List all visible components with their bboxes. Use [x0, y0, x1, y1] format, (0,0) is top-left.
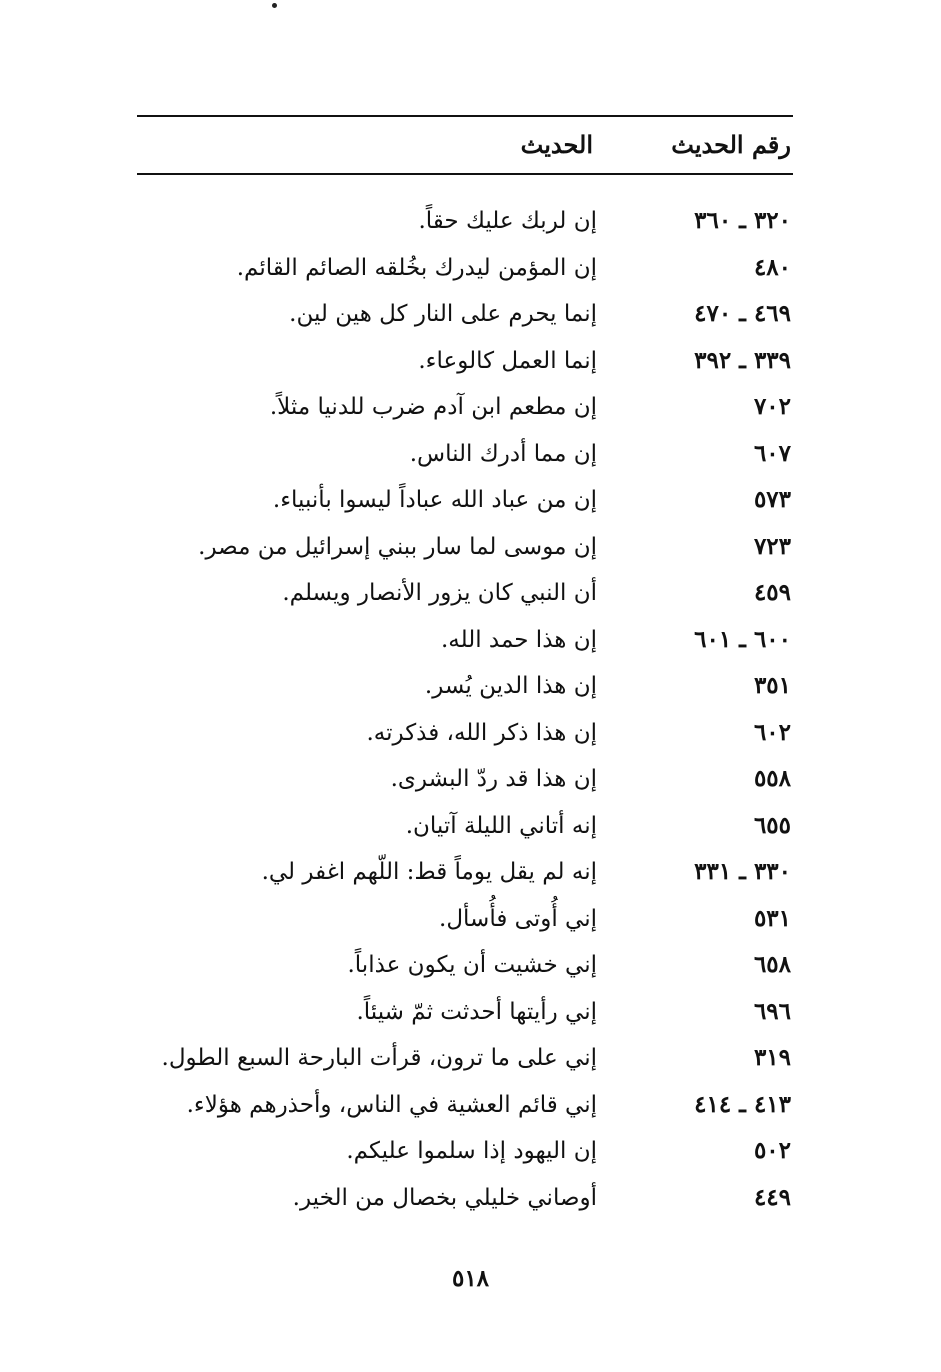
hadith-number: ٤٥٩	[753, 579, 791, 606]
hadith-text: إن هذا الدين يُسر.	[424, 673, 597, 699]
table-row	[137, 570, 793, 617]
hadith-text: إن هذا حمد الله.	[440, 626, 597, 653]
table-row	[137, 1082, 793, 1129]
table-row	[137, 803, 793, 850]
hadith-number: ٣٢٠ ـ ٣٦٠	[694, 207, 791, 234]
hadith-text: إني على ما ترون، قرأت البارحة السبع الطول.	[161, 1045, 597, 1071]
table-header	[137, 125, 793, 165]
table-row	[137, 1175, 793, 1222]
hadith-text: إني رأيتها أحدثت ثمّ شيئاً.	[356, 998, 597, 1025]
hadith-text: إن المؤمن ليدرك بخُلقه الصائم القائم.	[236, 254, 597, 281]
hadith-number: ٣٣٩ ـ ٣٩٢	[694, 346, 791, 374]
hadith-text: إن هذا ذكر الله، فذكرته.	[366, 719, 597, 746]
hadith-text: أوصاني خليلي بخصال من الخير.	[292, 1184, 597, 1211]
hadith-text: إن لربك عليك حقاً.	[418, 208, 597, 234]
hadith-number: ٥٠٢	[753, 1137, 791, 1164]
table-row	[137, 477, 793, 524]
hadith-number: ٦٠٧	[753, 439, 791, 467]
table-row	[137, 663, 793, 710]
table-row	[137, 1128, 793, 1175]
header-hadith-label: الحديث	[520, 130, 593, 159]
table-row	[137, 896, 793, 943]
table-row	[137, 291, 793, 338]
hadith-text: إن من عباد الله عباداً ليسوا بأنبياء.	[272, 487, 597, 513]
hadith-text: إن مما أدرك الناس.	[409, 440, 597, 467]
table-row	[137, 756, 793, 803]
table-row	[137, 245, 793, 292]
table-row	[137, 198, 793, 245]
table-row	[137, 384, 793, 431]
hadith-number: ٣٣٠ ـ ٣٣١	[694, 858, 791, 885]
hadith-number: ٧٢٣	[753, 532, 791, 560]
top-rule	[137, 115, 793, 117]
hadith-number: ٥٥٨	[753, 765, 791, 792]
hadith-text: إني أُوتى فأُسأل.	[439, 905, 597, 932]
hadith-number: ٦٠٢	[753, 718, 791, 746]
hadith-number: ٥٧٣	[753, 486, 791, 513]
hadith-index-list	[137, 198, 793, 1221]
hadith-text: إن مطعم ابن آدم ضرب للدنيا مثلاً.	[269, 394, 597, 420]
table-row	[137, 524, 793, 571]
hadith-number: ٥٣١	[753, 904, 791, 932]
hadith-text: إنه أتاني الليلة آتيان.	[405, 812, 597, 839]
hadith-number: ٤٦٩ ـ ٤٧٠	[694, 300, 791, 327]
hadith-text: إني خشيت أن يكون عذاباً.	[347, 952, 597, 978]
hadith-number: ٤٤٩	[753, 1183, 791, 1211]
hadith-number: ٦٥٨	[753, 951, 791, 978]
hadith-text: إن موسى لما سار ببني إسرائيل من مصر.	[198, 533, 597, 560]
hadith-number: ٣١٩	[753, 1044, 791, 1071]
hadith-text: إنه لم يقل يوماً قط: اللّهم اغفر لي.	[261, 859, 597, 885]
hadith-text: إني قائم العشية في الناس، وأحذرهم هؤلاء.	[186, 1091, 597, 1118]
hadith-text: إن اليهود إذا سلموا عليكم.	[346, 1138, 597, 1164]
hadith-number: ٦٠٠ ـ ٦٠١	[694, 625, 791, 653]
hadith-text: أن النبي كان يزور الأنصار ويسلم.	[282, 580, 597, 606]
table-row	[137, 1035, 793, 1082]
header-rule	[137, 173, 793, 175]
table-row	[137, 338, 793, 385]
hadith-number: ٦٥٥	[753, 811, 791, 839]
hadith-number: ٧٠٢	[753, 393, 791, 420]
table-row	[137, 710, 793, 757]
hadith-text: إنما يحرم على النار كل هين لين.	[289, 301, 597, 327]
table-row	[137, 849, 793, 896]
table-row	[137, 989, 793, 1036]
hadith-number: ٣٥١	[753, 672, 791, 699]
page-number: ٥١٨	[451, 1265, 490, 1292]
hadith-number: ٤٨٠	[753, 253, 791, 281]
hadith-number: ٦٩٦	[753, 997, 791, 1025]
header-number-label: رقم الحديث	[671, 130, 791, 159]
table-row	[137, 617, 793, 664]
hadith-number: ٤١٣ ـ ٤١٤	[694, 1090, 791, 1118]
table-row	[137, 431, 793, 478]
table-row	[137, 942, 793, 989]
hadith-text: إنما العمل كالوعاء.	[418, 347, 597, 374]
stray-dot-mark	[272, 3, 277, 8]
hadith-text: إن هذا قد ردّ البشرى.	[390, 766, 597, 792]
